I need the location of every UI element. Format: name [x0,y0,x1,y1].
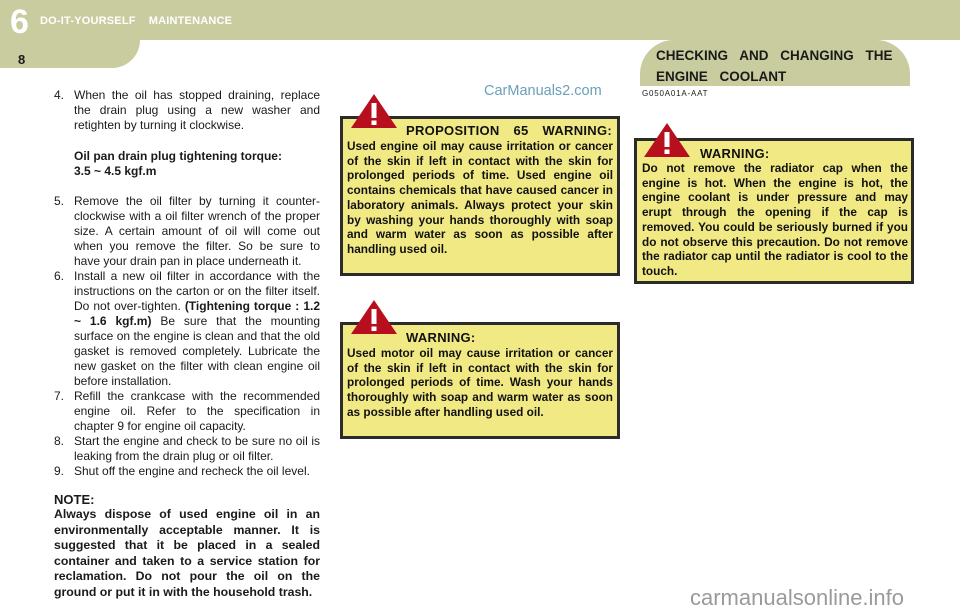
motor-oil-warning-title: WARNING: [406,330,476,345]
maintenance-steps [54,88,320,600]
step-5 [54,194,320,269]
document-code: G050A01A-AAT [642,89,709,98]
step-text: Start the engine and check to be sure no oil is leaking from the drain plug or oil filter. [74,434,320,463]
spec-label: Oil pan drain plug tightening torque: [74,149,282,163]
step-7 [54,389,320,434]
prop65-warning-title: PROPOSITION 65 WARNING: [406,123,613,138]
warning-triangle-icon [349,299,399,335]
section-title: CHECKING AND CHANGING THE ENGINE COOLANT [656,48,893,84]
step-text: Shut off the engine and recheck the oil level. [74,464,310,478]
note-body: Always dispose of used engine oil in an environmentally acceptable manner. It is suggested that it be placed in a sealed container and taken to a service station for reclamation. Do not pour the oil on the ground or put it in with the household trash. [54,507,320,599]
step-text: Remove the oil filter by turning it counter-clockwise with a oil filter wrench of the proper size. A certain amount of oil will come out when you remove the filter. So be sure to have your drain pan in place underneath it. [74,194,320,268]
watermark-bottom[interactable]: carmanualsonline.info [690,585,905,610]
step-text-part: Install a new oil filter in accordance with the instructions on the carton or on the filter itself. Do not over-tighten. [74,269,320,313]
step-text: Refill the crankcase with the recommended engine oil. Refer to the specification in chapter 9 for engine oil capacity. [74,389,320,433]
step-number: 4. [54,88,65,102]
step-text-part: Be sure that the mounting surface on the engine is clean and that the old gasket is removed completely. Lubricate the new gasket on the filter with clean engine oil before installation. [74,314,320,388]
step-number: 8. [54,434,65,448]
step-number: 9. [54,464,65,478]
note-heading: NOTE: [54,492,95,507]
motor-oil-warning-text: Used motor oil may cause irritation or cancer of the skin if left in contact with the skin for prolonged periods of time. Wash your hands thoroughly with soap and warm water as soon as possible after handling used oil. [347,346,613,419]
filter-torque-spec: (Tightening torque : 1.2 ~ 1.6 kgf.m) [74,299,320,328]
step-text [74,269,320,389]
warning-triangle-icon [349,93,399,129]
chapter-title: DO-IT-YOURSELF MAINTENANCE [40,15,233,27]
step-4 [54,88,320,133]
step-text: When the oil has stopped draining, replace the drain plug using a new washer and retighten by turning it clockwise. [74,88,320,132]
radiator-warning-text: Do not remove the radiator cap when the engine is hot. When the engine is hot, the engine coolant is under pressure and may erupt through the opening if the cap is removed. You could be seriously burned if you do not observe this precaution. Do not remove the radiator cap until the radiator is cool to the touch. [642,161,908,278]
spec-value: 3.5 ~ 4.5 kgf.m [74,164,157,178]
step-9 [54,464,320,479]
prop65-warning-text: Used engine oil may cause irritation or cancer of the skin if left in contact with the skin for prolonged periods of time. Used engine oil contains chemicals that have caused cancer in laboratory animals. Always protect your skin by washing your hands thoroughly with soap and warm water as soon as possible after handling used oil. [347,139,613,256]
step-number: 7. [54,389,65,403]
step-6 [54,269,320,389]
step-number: 6. [54,269,65,283]
page-number: 8 [18,52,26,67]
step-8 [54,434,320,464]
chapter-number: 6 [10,3,29,41]
drain-plug-torque-spec [74,149,320,179]
step-number: 5. [54,194,65,208]
radiator-warning-title: WARNING: [700,146,770,161]
warning-triangle-icon [642,122,692,158]
watermark-top[interactable]: CarManuals2.com [484,83,602,99]
